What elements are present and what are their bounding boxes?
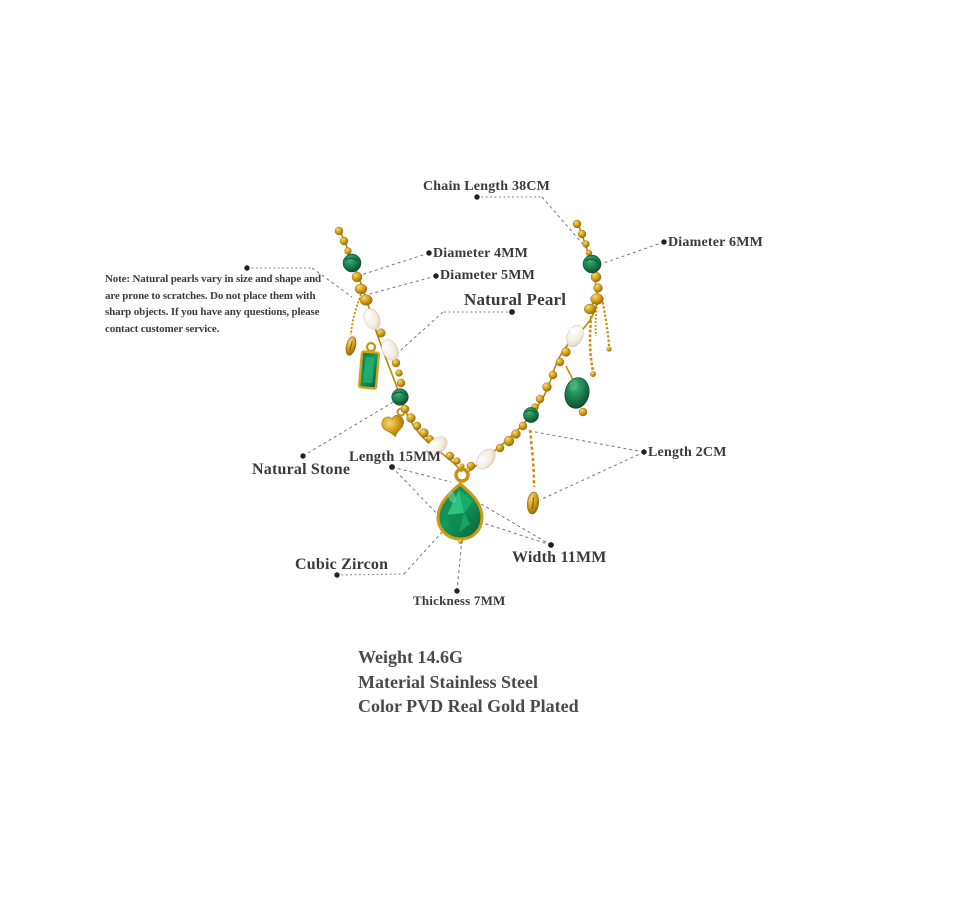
label-length-15mm: Length 15MM bbox=[349, 449, 442, 465]
label-natural-pearl: Natural Pearl bbox=[464, 290, 567, 309]
pendant-teardrop bbox=[438, 464, 482, 544]
label-length-2cm: Length 2CM bbox=[648, 445, 727, 460]
label-diameter-6mm: Diameter 6MM bbox=[668, 235, 764, 250]
label-natural-stone: Natural Stone bbox=[252, 461, 351, 478]
note-line-3: sharp objects. If you have any questions, please bbox=[105, 306, 320, 318]
extender-tag bbox=[526, 491, 539, 514]
leader-chain-length bbox=[477, 197, 588, 250]
note-line-1: Note: Natural pearls vary in size and shape and bbox=[105, 273, 322, 285]
product-specs bbox=[358, 645, 579, 719]
leader-diameter-4mm bbox=[361, 253, 429, 275]
baguette-zircon-charm bbox=[359, 342, 380, 388]
leader-length-2cm bbox=[530, 431, 644, 500]
natural-stone-dangle bbox=[562, 366, 592, 416]
spec-material: Material Stainless Steel bbox=[358, 671, 538, 692]
left-tassel-chain bbox=[344, 294, 361, 356]
note-line-2: are prone to scratches. Do not place them with bbox=[105, 289, 316, 302]
leader-natural-pearl bbox=[391, 312, 512, 359]
extender-chain bbox=[526, 430, 539, 515]
note-line-4: contact customer service. bbox=[105, 322, 220, 335]
label-diameter-4mm: Diameter 4MM bbox=[433, 246, 529, 261]
care-note bbox=[105, 271, 335, 337]
leader-diameter-6mm bbox=[601, 242, 664, 264]
chain-tag bbox=[344, 336, 358, 357]
pearl-beads bbox=[361, 306, 587, 473]
label-width-11mm: Width 11MM bbox=[512, 549, 607, 566]
spec-weight: Weight 14.6G bbox=[358, 647, 464, 667]
label-diameter-5mm: Diameter 5MM bbox=[440, 268, 536, 283]
leader-natural-stone bbox=[303, 401, 395, 456]
leader-diameter-5mm bbox=[366, 276, 436, 295]
label-cubic-zircon: Cubic Zircon bbox=[295, 556, 389, 573]
label-chain-length: Chain Length 38CM bbox=[423, 179, 551, 194]
spec-color: Color PVD Real Gold Plated bbox=[358, 696, 579, 716]
heart-charm bbox=[381, 409, 406, 439]
leader-thickness-7mm bbox=[457, 538, 462, 591]
label-thickness-7mm: Thickness 7MM bbox=[413, 593, 506, 608]
